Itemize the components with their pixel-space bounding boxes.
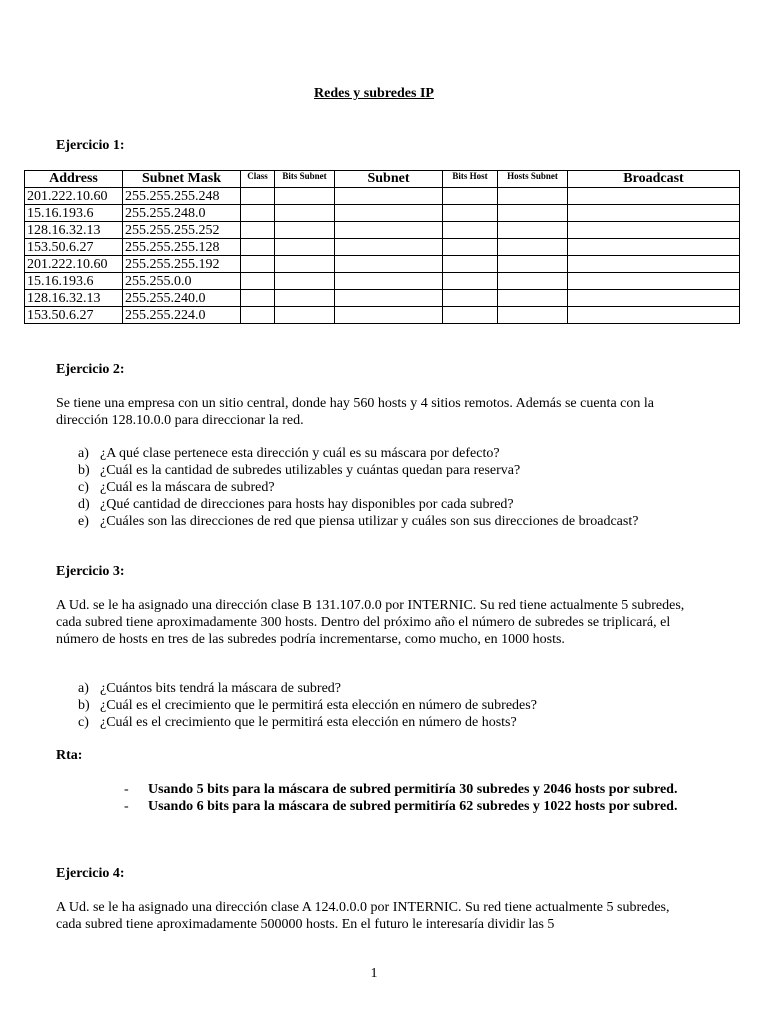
cell-empty bbox=[335, 307, 443, 324]
item-marker: - bbox=[124, 799, 129, 814]
list-item bbox=[78, 479, 658, 496]
cell-empty bbox=[241, 290, 275, 307]
list-item bbox=[78, 462, 658, 479]
cell-mask: 255.255.255.248 bbox=[123, 188, 241, 205]
ejercicio-1-heading: Ejercicio 1: bbox=[56, 138, 125, 153]
list-item bbox=[78, 680, 678, 697]
cell-address: 153.50.6.27 bbox=[25, 307, 123, 324]
cell-empty bbox=[275, 256, 335, 273]
table-row bbox=[25, 205, 740, 222]
cell-empty bbox=[335, 273, 443, 290]
table-row bbox=[25, 188, 740, 205]
cell-empty bbox=[275, 290, 335, 307]
cell-empty bbox=[443, 205, 498, 222]
cell-empty bbox=[443, 222, 498, 239]
ejercicio-4-intro: A Ud. se le ha asignado una dirección clase A 124.0.0.0 por INTERNIC. Su red tiene actualmente 5 subredes, cada subred tiene aproximadamente 500000 hosts. En el futuro le interesaría dividir las 5 bbox=[56, 900, 670, 932]
table-header-row bbox=[25, 171, 740, 188]
cell-empty bbox=[241, 188, 275, 205]
cell-address: 201.222.10.60 bbox=[25, 256, 123, 273]
table-row bbox=[25, 239, 740, 256]
cell-empty bbox=[335, 256, 443, 273]
cell-empty bbox=[568, 273, 740, 290]
cell-mask: 255.255.248.0 bbox=[123, 205, 241, 222]
cell-empty bbox=[275, 239, 335, 256]
list-item bbox=[78, 496, 658, 513]
cell-address: 128.16.32.13 bbox=[25, 290, 123, 307]
ejercicio-3-questions bbox=[78, 680, 678, 731]
table-row bbox=[25, 273, 740, 290]
ejercicio-2-questions bbox=[78, 445, 658, 530]
table-row bbox=[25, 290, 740, 307]
page-number: 1 bbox=[370, 966, 378, 981]
cell-empty bbox=[568, 307, 740, 324]
item-text: ¿A qué clase pertenece esta dirección y cuál es su máscara por defecto? bbox=[100, 446, 500, 461]
cell-empty bbox=[335, 222, 443, 239]
cell-mask: 255.255.255.128 bbox=[123, 239, 241, 256]
cell-empty bbox=[275, 222, 335, 239]
cell-empty bbox=[568, 205, 740, 222]
answer-heading: Rta: bbox=[56, 748, 83, 763]
item-text: ¿Cuál es la máscara de subred? bbox=[100, 480, 275, 495]
col-bits-subnet: Bits Subnet bbox=[275, 171, 335, 188]
ejercicio-3-intro: A Ud. se le ha asignado una dirección clase B 131.107.0.0 por INTERNIC. Su red tiene actualmente 5 subredes, cada subred tiene aproximadamente 300 hosts. Dentro del próximo año el número de subredes se triplicará, el número de hosts en tres de las subredes podría incrementarse, como mucho, en 1000 hosts. bbox=[56, 598, 685, 647]
cell-empty bbox=[241, 205, 275, 222]
cell-empty bbox=[241, 307, 275, 324]
cell-empty bbox=[241, 239, 275, 256]
cell-empty bbox=[443, 188, 498, 205]
item-marker: d) bbox=[78, 497, 90, 512]
cell-empty bbox=[443, 290, 498, 307]
list-item bbox=[124, 798, 690, 815]
col-subnet: Subnet bbox=[335, 171, 443, 188]
item-text: ¿Cuál es el crecimiento que le permitirá esta elección en número de subredes? bbox=[100, 698, 537, 713]
item-marker: b) bbox=[78, 463, 90, 478]
cell-address: 201.222.10.60 bbox=[25, 188, 123, 205]
cell-address: 15.16.193.6 bbox=[25, 273, 123, 290]
ejercicio-4-heading: Ejercicio 4: bbox=[56, 866, 125, 881]
cell-empty bbox=[568, 239, 740, 256]
cell-address: 128.16.32.13 bbox=[25, 222, 123, 239]
cell-empty bbox=[335, 239, 443, 256]
cell-empty bbox=[275, 307, 335, 324]
page-title: Redes y subredes IP bbox=[314, 86, 434, 101]
item-text: ¿Qué cantidad de direcciones para hosts hay disponibles por cada subred? bbox=[100, 497, 514, 512]
item-marker: b) bbox=[78, 698, 90, 713]
cell-empty bbox=[335, 205, 443, 222]
cell-empty bbox=[498, 307, 568, 324]
item-marker: a) bbox=[78, 681, 89, 696]
table-row bbox=[25, 222, 740, 239]
ejercicio-2-intro: Se tiene una empresa con un sitio central, donde hay 560 hosts y 4 sitios remotos. Además se cuenta con la dirección 128.10.0.0 para direccionar la red. bbox=[56, 396, 654, 428]
cell-empty bbox=[241, 222, 275, 239]
cell-empty bbox=[568, 222, 740, 239]
cell-empty bbox=[275, 273, 335, 290]
cell-empty bbox=[498, 205, 568, 222]
cell-empty bbox=[443, 256, 498, 273]
cell-address: 15.16.193.6 bbox=[25, 205, 123, 222]
item-text: Usando 6 bits para la máscara de subred permitiría 62 subredes y 1022 hosts por subred. bbox=[148, 799, 678, 814]
cell-empty bbox=[443, 239, 498, 256]
cell-empty bbox=[443, 273, 498, 290]
ejercicio-2-heading: Ejercicio 2: bbox=[56, 362, 125, 377]
cell-empty bbox=[443, 307, 498, 324]
cell-address: 153.50.6.27 bbox=[25, 239, 123, 256]
cell-empty bbox=[275, 188, 335, 205]
cell-mask: 255.255.0.0 bbox=[123, 273, 241, 290]
col-address: Address bbox=[25, 171, 123, 188]
item-text: ¿Cuál es la cantidad de subredes utilizables y cuántas quedan para reserva? bbox=[100, 463, 521, 478]
answer-list bbox=[124, 781, 690, 815]
col-bits-host: Bits Host bbox=[443, 171, 498, 188]
item-text: ¿Cuáles son las direcciones de red que piensa utilizar y cuáles son sus direcciones de broadcast? bbox=[100, 514, 639, 529]
cell-empty bbox=[498, 222, 568, 239]
cell-empty bbox=[568, 188, 740, 205]
cell-empty bbox=[335, 290, 443, 307]
item-marker: c) bbox=[78, 480, 89, 495]
table-row bbox=[25, 256, 740, 273]
cell-mask: 255.255.224.0 bbox=[123, 307, 241, 324]
cell-empty bbox=[498, 273, 568, 290]
item-marker: a) bbox=[78, 446, 89, 461]
cell-empty bbox=[241, 256, 275, 273]
col-broadcast: Broadcast bbox=[568, 171, 740, 188]
list-item bbox=[78, 445, 658, 462]
ejercicio-3-heading: Ejercicio 3: bbox=[56, 564, 125, 579]
item-marker: e) bbox=[78, 514, 89, 529]
item-text: ¿Cuál es el crecimiento que le permitirá esta elección en número de hosts? bbox=[100, 715, 517, 730]
cell-empty bbox=[498, 239, 568, 256]
col-hosts-subnet: Hosts Subnet bbox=[498, 171, 568, 188]
item-marker: - bbox=[124, 782, 129, 797]
cell-empty bbox=[498, 256, 568, 273]
cell-empty bbox=[568, 256, 740, 273]
list-item bbox=[78, 714, 678, 731]
list-item bbox=[78, 697, 678, 714]
cell-mask: 255.255.240.0 bbox=[123, 290, 241, 307]
cell-mask: 255.255.255.192 bbox=[123, 256, 241, 273]
cell-empty bbox=[335, 188, 443, 205]
item-text: ¿Cuántos bits tendrá la máscara de subred? bbox=[100, 681, 342, 696]
list-item bbox=[124, 781, 690, 798]
cell-empty bbox=[241, 273, 275, 290]
cell-empty bbox=[568, 290, 740, 307]
list-item bbox=[78, 513, 658, 530]
subnet-table bbox=[24, 170, 740, 324]
cell-empty bbox=[275, 205, 335, 222]
table-row bbox=[25, 307, 740, 324]
col-class: Class bbox=[241, 171, 275, 188]
cell-empty bbox=[498, 290, 568, 307]
cell-mask: 255.255.255.252 bbox=[123, 222, 241, 239]
col-subnet-mask: Subnet Mask bbox=[123, 171, 241, 188]
item-marker: c) bbox=[78, 715, 89, 730]
cell-empty bbox=[498, 188, 568, 205]
item-text: Usando 5 bits para la máscara de subred permitiría 30 subredes y 2046 hosts por subred. bbox=[148, 782, 678, 797]
